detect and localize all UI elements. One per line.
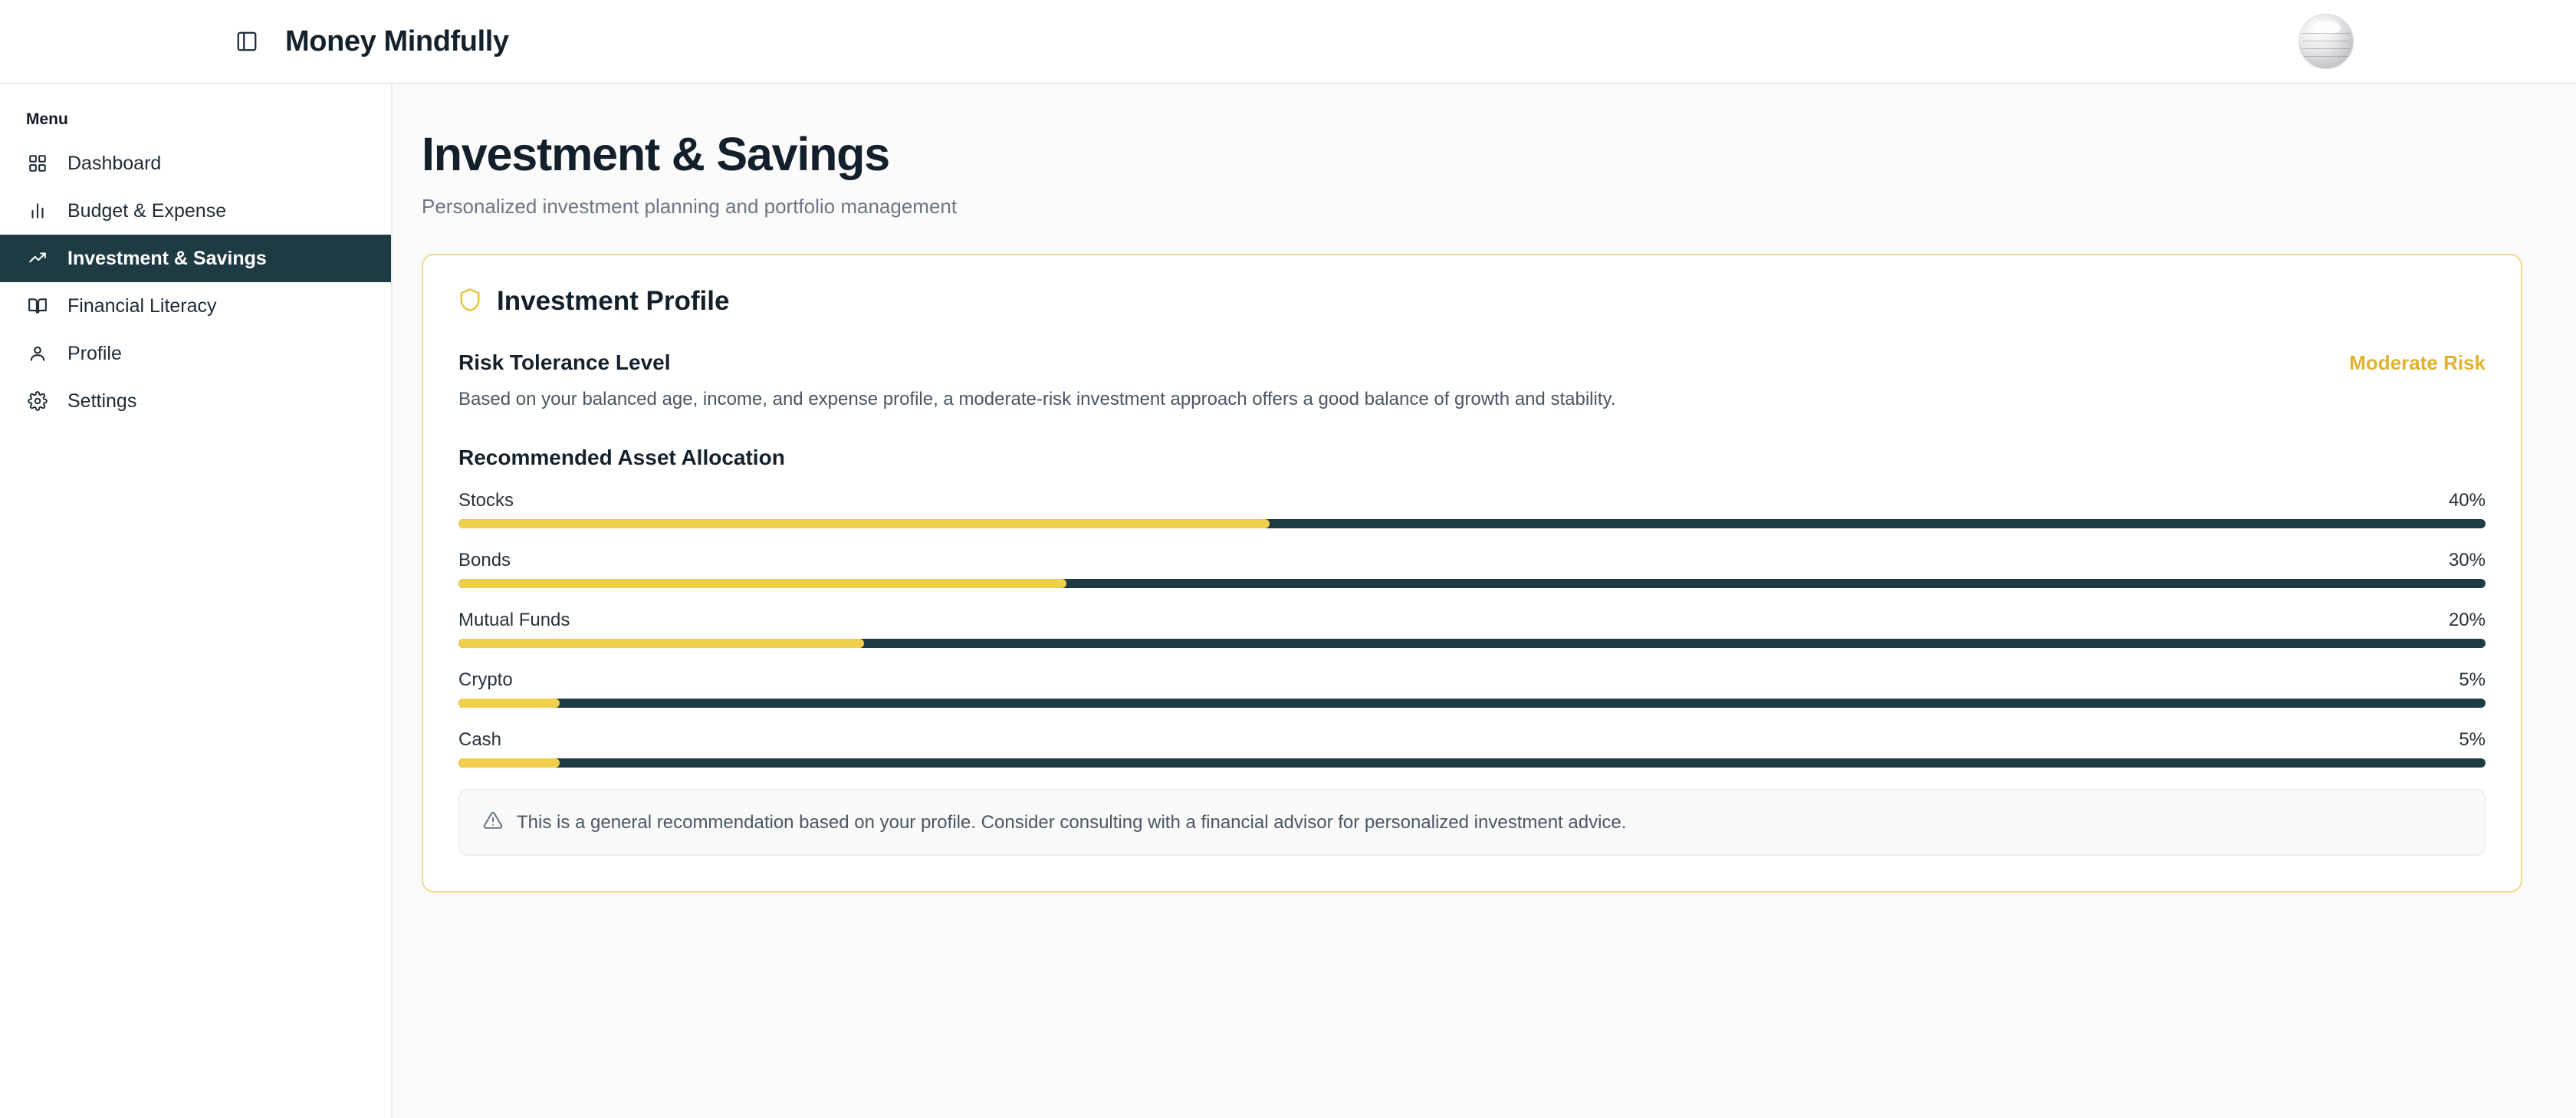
sidebar-item-label: Financial Literacy xyxy=(67,294,217,317)
allocation-label: Stocks xyxy=(458,490,514,511)
grid-icon xyxy=(26,152,49,175)
allocation-label: Mutual Funds xyxy=(458,610,570,630)
avatar-line xyxy=(2302,48,2350,49)
sidebar-item-label: Dashboard xyxy=(67,152,162,174)
allocation-bar-track xyxy=(458,699,2486,708)
allocation-bar-track xyxy=(458,579,2486,588)
allocation-label: Crypto xyxy=(458,669,513,690)
top-bar xyxy=(0,0,2576,84)
risk-tolerance-title: Risk Tolerance Level xyxy=(458,350,671,374)
allocation-bar-fill xyxy=(458,519,1270,528)
sidebar-item-profile[interactable] xyxy=(0,330,391,377)
sidebar-item-label: Profile xyxy=(67,342,122,364)
warning-icon xyxy=(483,811,503,834)
sidebar-item-investment-savings[interactable] xyxy=(0,235,391,282)
allocation-title: Recommended Asset Allocation xyxy=(458,446,785,469)
allocation-bar-fill xyxy=(458,699,560,708)
sidebar xyxy=(0,84,393,1118)
sidebar-item-label: Budget & Expense xyxy=(67,199,227,222)
sidebar-item-financial-literacy[interactable] xyxy=(0,282,391,330)
list-item xyxy=(458,550,2486,588)
allocation-bar-track xyxy=(458,758,2486,768)
list-item xyxy=(458,490,2486,528)
panel-toggle-icon xyxy=(235,30,258,53)
allocation-value: 20% xyxy=(2448,610,2486,630)
advisory-note-text: This is a general recommendation based on your profile. Consider consulting with a financial advisor for personalized investment advice. xyxy=(517,811,1627,833)
allocation-list xyxy=(458,490,2486,768)
allocation-value: 30% xyxy=(2448,550,2486,571)
list-item xyxy=(458,729,2486,768)
allocation-bar-fill xyxy=(458,579,1066,588)
avatar-line xyxy=(2302,33,2350,34)
app-title: Money Mindfully xyxy=(285,25,509,58)
card-header xyxy=(458,286,2486,317)
allocation-label: Cash xyxy=(458,729,502,750)
sidebar-item-settings[interactable] xyxy=(0,377,391,425)
investment-profile-card xyxy=(422,254,2522,893)
main-content xyxy=(393,84,2576,1118)
sidebar-item-dashboard[interactable] xyxy=(0,140,391,187)
risk-description: Based on your balanced age, income, and expense profile, a moderate-risk investment approach offers a good balance of growth and stability. xyxy=(458,389,1616,409)
allocation-value: 5% xyxy=(2459,729,2486,750)
trending-icon xyxy=(26,247,49,270)
list-item xyxy=(458,610,2486,648)
list-item xyxy=(458,669,2486,708)
allocation-bar-track xyxy=(458,519,2486,528)
sidebar-item-label: Settings xyxy=(67,390,137,412)
allocation-bar-fill xyxy=(458,639,864,648)
card-title: Investment Profile xyxy=(497,286,730,316)
sidebar-toggle-button[interactable] xyxy=(230,25,264,58)
allocation-bar-fill xyxy=(458,758,560,768)
sidebar-menu-label: Menu xyxy=(26,110,68,128)
sidebar-item-budget-expense[interactable] xyxy=(0,187,391,235)
risk-tolerance-row xyxy=(458,350,2486,375)
shield-icon xyxy=(458,287,481,317)
status-badge: Moderate Risk xyxy=(2349,351,2486,374)
person-icon xyxy=(26,342,49,365)
bar-chart-icon xyxy=(26,199,49,222)
avatar-line xyxy=(2302,56,2350,57)
allocation-value: 40% xyxy=(2448,490,2486,511)
page-title: Investment & Savings xyxy=(422,128,889,180)
advisory-note xyxy=(458,789,2486,856)
gear-icon xyxy=(26,390,49,413)
allocation-label: Bonds xyxy=(458,550,511,571)
allocation-bar-track xyxy=(458,639,2486,648)
app-shell xyxy=(0,84,2576,1118)
allocation-value: 5% xyxy=(2459,669,2486,690)
sidebar-item-label: Investment & Savings xyxy=(67,247,267,269)
avatar[interactable] xyxy=(2298,14,2354,69)
book-icon xyxy=(26,294,49,317)
page-subtitle: Personalized investment planning and portfolio management xyxy=(422,195,958,218)
